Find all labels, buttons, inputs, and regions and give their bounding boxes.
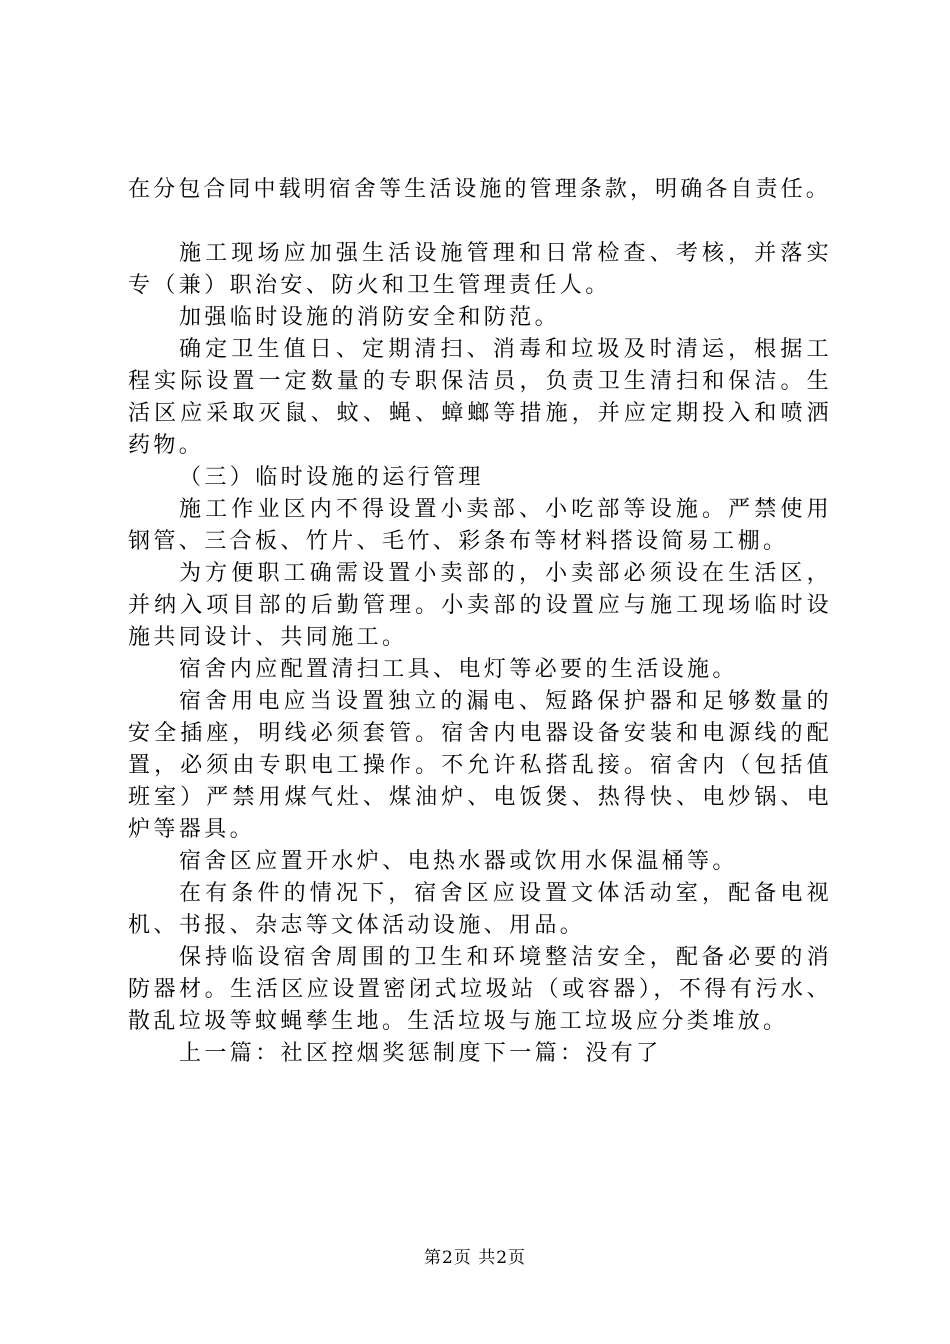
paragraph-electricity: 宿舍用电应当设置独立的漏电、短路保护器和足够数量的安全插座，明线必须套管。宿舍内电器设备安装和电源线的配置，必须由专职电工操作。不允许私搭乱接。宿舍内（包括值班室）严禁用煤气灶、煤油炉、电饭煲、热得快、电炒锅、电炉等器具。 xyxy=(128,689,832,842)
paragraph-environment: 保持临设宿舍周围的卫生和环境整洁安全，配备必要的消防器材。生活区应设置密闭式垃圾站（或容器），不得有污水、散乱垃圾等蚊蝇孳生地。生活垃圾与施工垃圾应分类堆放。 xyxy=(128,945,832,1034)
paragraph-recreation: 在有条件的情况下，宿舍区应设置文体活动室，配备电视机、书报、杂志等文体活动设施、用品。 xyxy=(128,881,832,938)
section-heading: （三）临时设施的运行管理 xyxy=(179,465,484,490)
navigation-links[interactable]: 上一篇：社区控烟奖惩制度下一篇：没有了 xyxy=(179,1041,662,1066)
page-number: 第2页 共2页 xyxy=(423,1248,527,1268)
document-body xyxy=(128,174,832,1070)
paragraph-work-area: 施工作业区内不得设置小卖部、小吃部等设施。严禁使用钢管、三合板、竹片、毛竹、彩条布等材料搭设简易工棚。 xyxy=(128,497,832,554)
paragraph-water: 宿舍区应置开水炉、电热水器或饮用水保温桶等。 xyxy=(179,849,738,874)
paragraph-fire-safety: 加强临时设施的消防安全和防范。 xyxy=(179,305,561,330)
paragraph-shop: 为方便职工确需设置小卖部的，小卖部必须设在生活区，并纳入项目部的后勤管理。小卖部的设置应与施工现场临时设施共同设计、共同施工。 xyxy=(128,561,832,650)
paragraph-responsibility: 在分包合同中载明宿舍等生活设施的管理条款，明确各自责任。 xyxy=(128,177,831,202)
paragraph-hygiene: 确定卫生值日、定期清扫、消毒和垃圾及时清运，根据工程实际设置一定数量的专职保洁员，负责卫生清扫和保洁。生活区应采取灭鼠、蚊、蝇、蟑螂等措施，并应定期投入和喷洒药物。 xyxy=(128,337,832,458)
paragraph-dorm-equipment: 宿舍内应配置清扫工具、电灯等必要的生活设施。 xyxy=(179,657,738,682)
paragraph-inspection: 施工现场应加强生活设施管理和日常检查、考核，并落实专（兼）职治安、防火和卫生管理责任人。 xyxy=(128,241,832,298)
